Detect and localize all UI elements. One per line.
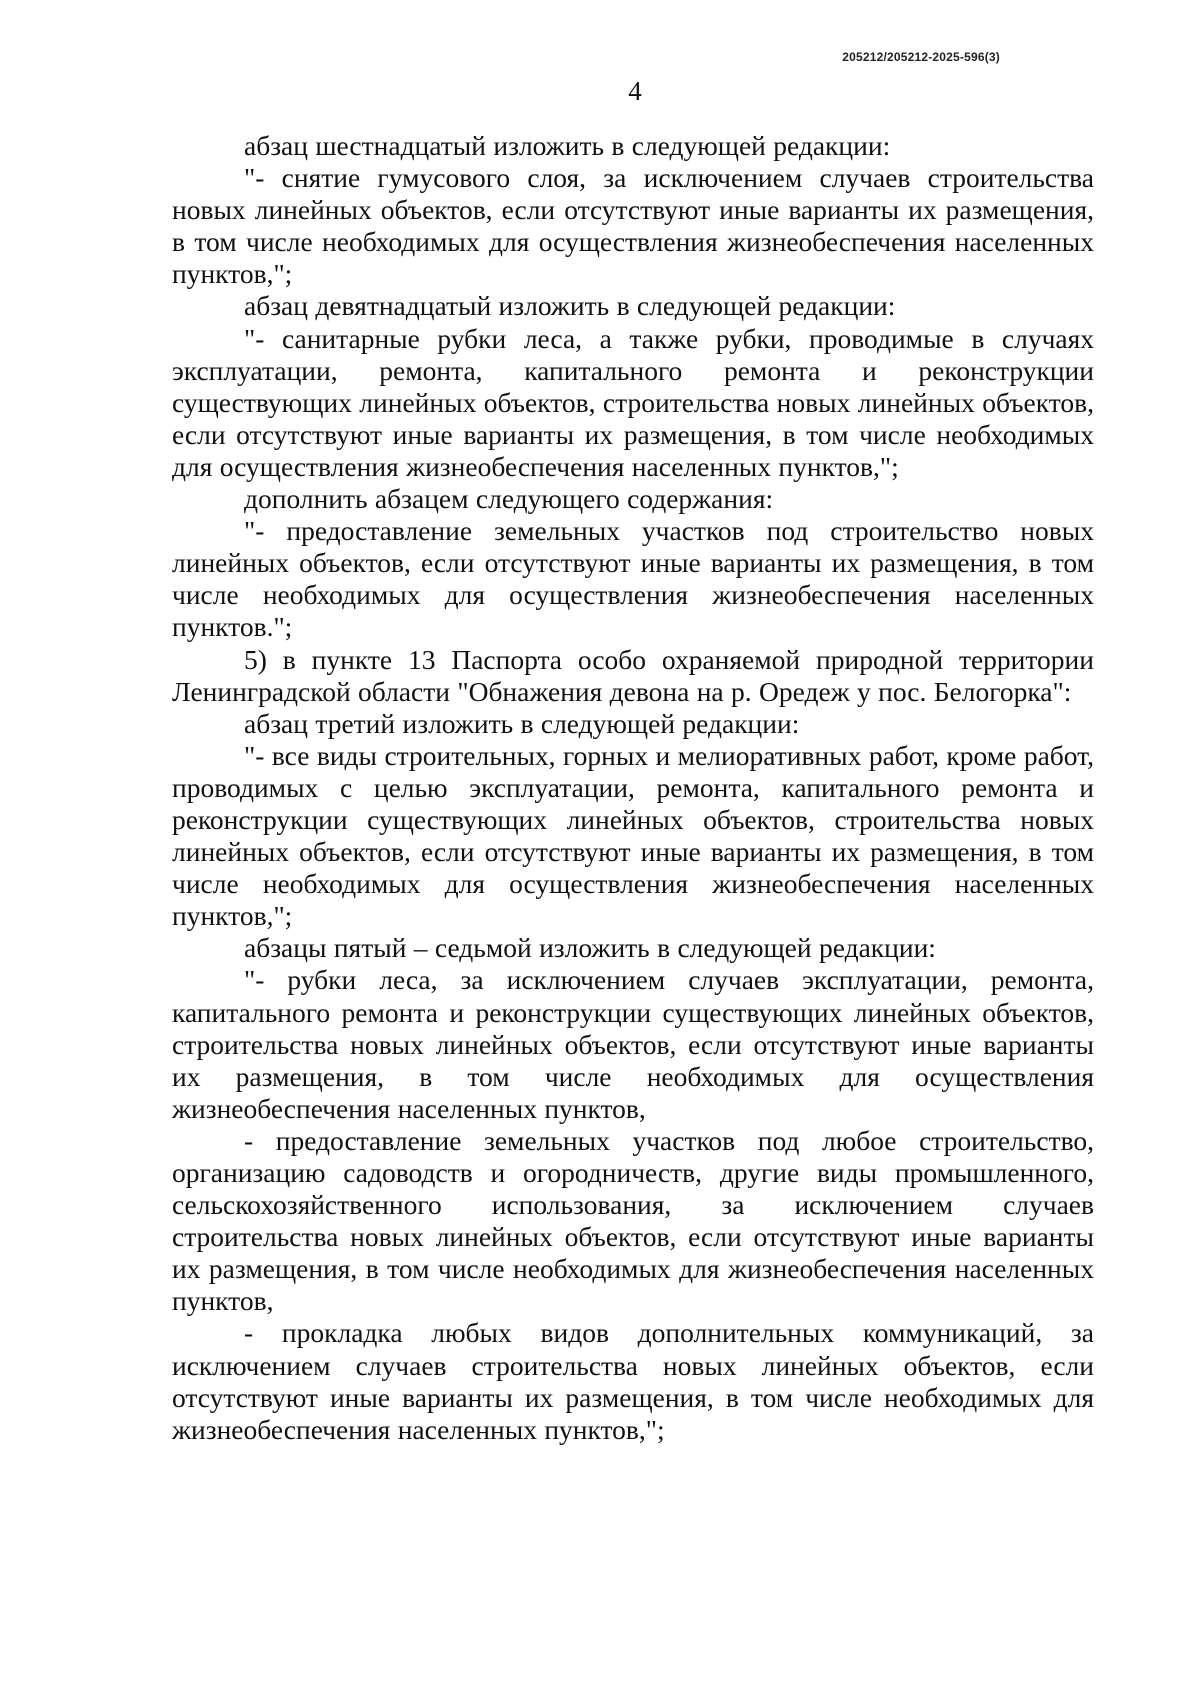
paragraph-1: абзац шестнадцатый изложить в следующей редакции:: [244, 130, 891, 161]
paragraph-12: - предоставление земельных участков под любое строительство, организацию садоводств и огородничеств, другие виды промышленного, сельскохозяйственного использования, за исключением случаев строительства новых линейных объектов, если отсутствуют иные варианты их размещения, в том числе необходимых для жизнеобеспечения населенных пунктов,: [172, 1124, 1094, 1317]
document-body: [172, 130, 1094, 1446]
paragraph-8: абзац третий изложить в следующей редакции:: [244, 707, 800, 739]
document-id: 205212/205212-2025-596(3): [842, 50, 1000, 64]
paragraph-11: "- рубки леса, за исключением случаев эксплуатации, ремонта, капитального ремонта и реконструкции существующих линейных объектов, строительства новых линейных объектов, если отсутствуют иные варианты их размещения, в том числе необходимых для осуществления жизнеобеспечения населенных пунктов,: [172, 964, 1094, 1124]
page-number: 4: [628, 76, 642, 106]
paragraph-10: абзацы пятый – седьмой изложить в следующей редакции:: [244, 932, 936, 964]
paragraph-7: 5) в пункте 13 Паспорта особо охраняемой природной территории Ленинградской области "Обнажения девона на р. Оредеж у пос. Белогорка":: [172, 643, 1094, 707]
paragraph-5: дополнить абзацем следующего содержания:: [244, 483, 774, 515]
paragraph-9: "- все виды строительных, горных и мелиоративных работ, кроме работ, проводимых с целью эксплуатации, ремонта, капитального ремонта и реконструкции существующих линейных объектов, строительства новых линейных объектов, если отсутствуют иные варианты их размещения, в том числе необходимых для осуществления жизнеобеспечения населенных пунктов,";: [172, 739, 1094, 932]
paragraph-13: - прокладка любых видов дополнительных коммуникаций, за исключением случаев строительства новых линейных объектов, если отсутствуют иные варианты их размещения, в том числе необходимых для жизнеобеспечения населенных пунктов,";: [172, 1317, 1094, 1445]
paragraph-2: "- снятие гумусового слоя, за исключением случаев строительства новых линейных объектов, если отсутствуют иные варианты их размещения, в том числе необходимых для осуществления жизнеобеспечения населенных пунктов,";: [172, 162, 1094, 290]
paragraph-4: "- санитарные рубки леса, а также рубки, проводимые в случаях эксплуатации, ремонта, капитального ремонта и реконструкции существующих линейных объектов, строительства новых линейных объектов, если отсутствуют иные варианты их размещения, в том числе необходимых для осуществления жизнеобеспечения населенных пунктов,";: [172, 322, 1094, 482]
paragraph-6: "- предоставление земельных участков под строительство новых линейных объектов, если отсутствуют иные варианты их размещения, в том числе необходимых для осуществления жизнеобеспечения населенных пунктов.";: [172, 515, 1094, 643]
paragraph-3: абзац девятнадцатый изложить в следующей редакции:: [244, 290, 896, 322]
